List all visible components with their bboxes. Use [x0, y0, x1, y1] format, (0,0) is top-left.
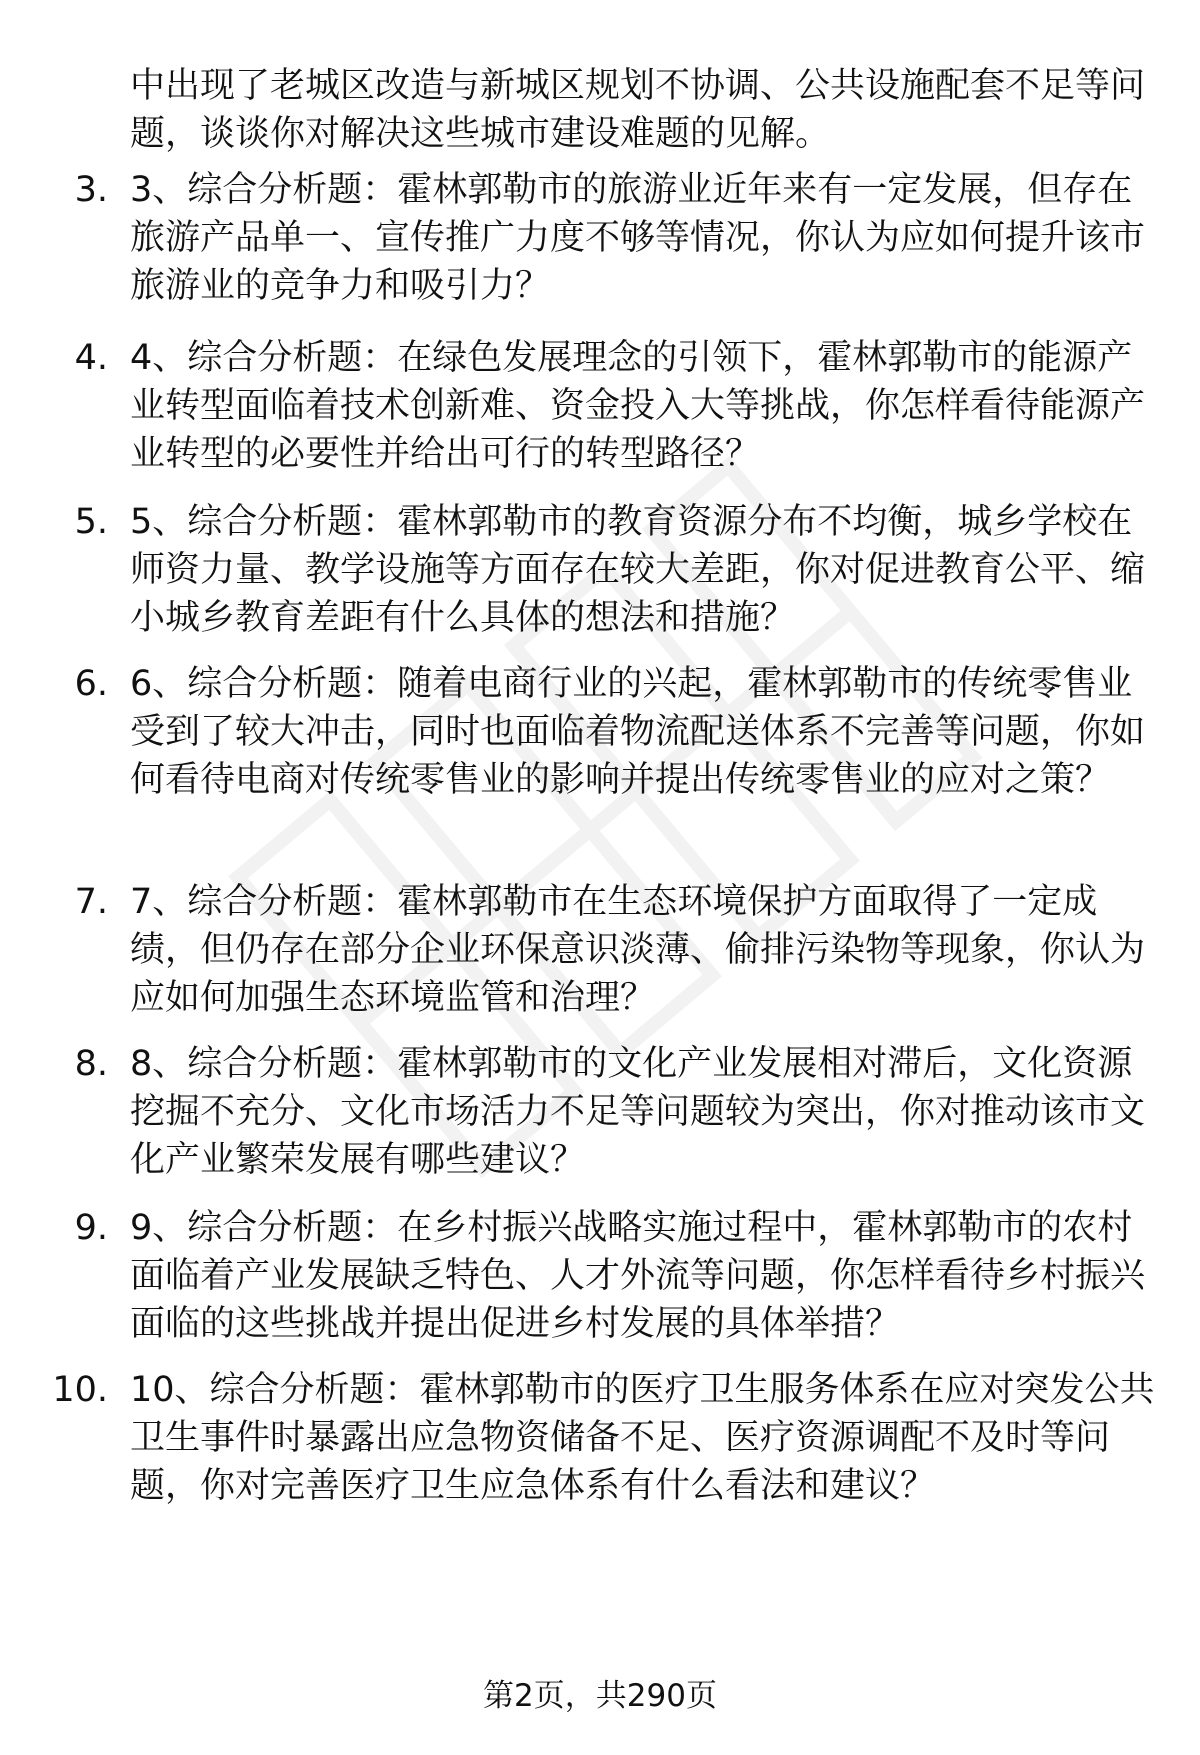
item-number: 5. — [74, 502, 108, 542]
item-text: 3、综合分析题：霍林郭勒市的旅游业近年来有一定发展，但存在旅游产品单一、宣传推广力度不够等情况，你认为应如何提升该市旅游业的竞争力和吸引力？ — [130, 170, 1146, 306]
item-number: 3. — [74, 170, 108, 210]
item-text: 7、综合分析题：霍林郭勒市在生态环境保护方面取得了一定成绩，但仍存在部分企业环保意识淡薄、偷排污染物等现象，你认为应如何加强生态环境监管和治理？ — [130, 882, 1146, 1018]
item-text: 4、综合分析题：在绿色发展理念的引领下，霍林郭勒市的能源产业转型面临着技术创新难、资金投入大等挑战，你怎样看待能源产业转型的必要性并给出可行的转型路径？ — [130, 338, 1146, 474]
item-number: 4. — [74, 338, 108, 378]
page-footer: 第2页，共290页 — [483, 1678, 717, 1714]
item-number: 9. — [74, 1208, 108, 1248]
item-number: 8. — [74, 1044, 108, 1084]
item-text: 9、综合分析题：在乡村振兴战略实施过程中，霍林郭勒市的农村面临着产业发展缺乏特色、人才外流等问题，你怎样看待乡村振兴面临的这些挑战并提出促进乡村发展的具体举措？ — [130, 1208, 1146, 1344]
item-number: 6. — [74, 664, 108, 704]
item-number: 10. — [52, 1370, 108, 1410]
item-number: 7. — [74, 882, 108, 922]
item-text: 8、综合分析题：霍林郭勒市的文化产业发展相对滞后，文化资源挖掘不充分、文化市场活力不足等问题较为突出，你对推动该市文化产业繁荣发展有哪些建议？ — [130, 1044, 1146, 1180]
item-text: 5、综合分析题：霍林郭勒市的教育资源分布不均衡，城乡学校在师资力量、教学设施等方面存在较大差距，你对促进教育公平、缩小城乡教育差距有什么具体的想法和措施？ — [130, 502, 1146, 638]
item-text: 10、综合分析题：霍林郭勒市的医疗卫生服务体系在应对突发公共卫生事件时暴露出应急物资储备不足、医疗资源调配不及时等问题，你对完善医疗卫生应急体系有什么看法和建议？ — [130, 1370, 1155, 1506]
question-2-continuation: 中出现了老城区改造与新城区规划不协调、公共设施配套不足等问题，谈谈你对解决这些城市建设难题的见解。 — [130, 66, 1146, 154]
item-text: 6、综合分析题：随着电商行业的兴起，霍林郭勒市的传统零售业受到了较大冲击，同时也面临着物流配送体系不完善等问题，你如何看待电商对传统零售业的影响并提出传统零售业的应对之策？ — [130, 664, 1146, 800]
